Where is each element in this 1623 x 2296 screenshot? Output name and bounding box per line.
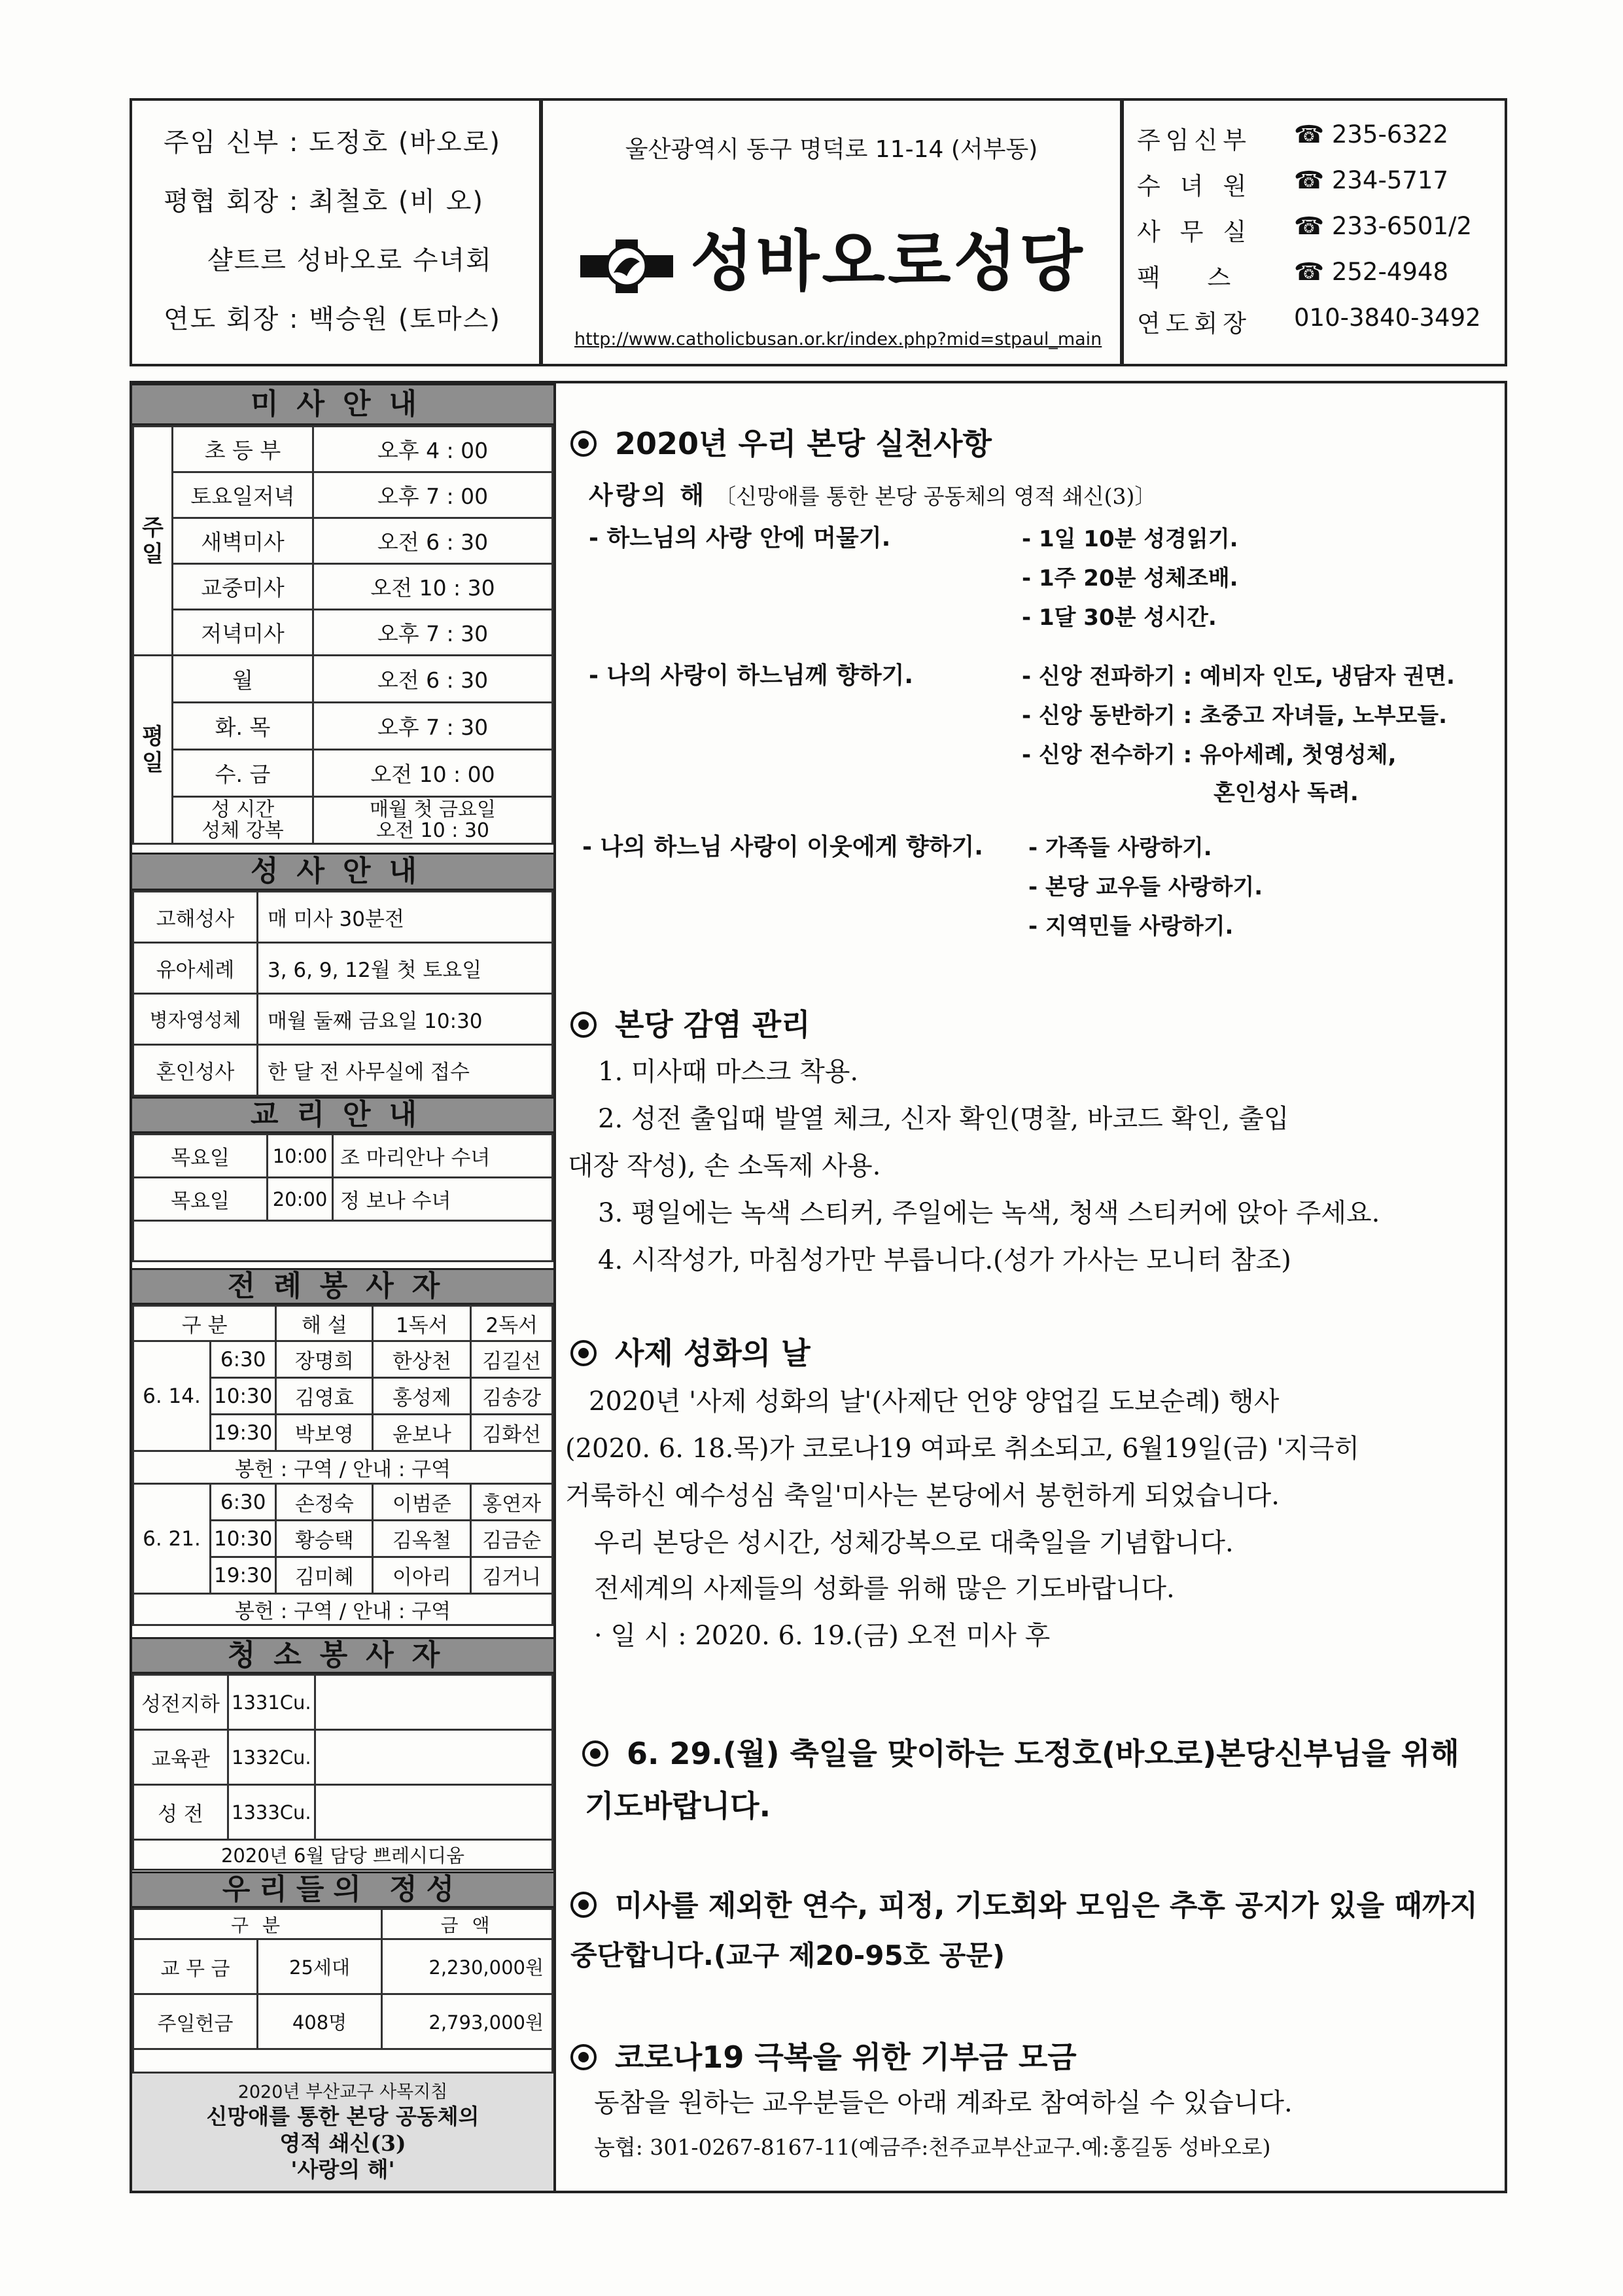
catechism-teacher: 조 마리안나 수녀 — [333, 1135, 553, 1178]
liturgy-section-title: 전례봉사자 — [132, 1268, 553, 1305]
mass-table — [132, 425, 553, 845]
catechism-day: 목요일 — [133, 1135, 268, 1178]
catechism-empty-row — [133, 1221, 553, 1262]
offering-count: 25세대 — [258, 1939, 382, 1994]
header-church-box — [540, 98, 1123, 366]
practice-item-right: - 지역민들 사랑하기. — [1028, 913, 1234, 940]
liturgy-header: 구 분 — [133, 1306, 276, 1341]
sisters-line: 샬트르 성바오로 수녀회 — [207, 245, 493, 275]
contact-label: 수녀원 — [1137, 172, 1266, 200]
contact-value: ☎ 252-4948 — [1294, 258, 1448, 286]
donation-title: 코로나19 극복을 위한 기부금 모금 — [615, 2040, 1077, 2075]
practice-item-right: - 가족들 사랑하기. — [1028, 835, 1212, 861]
bullet-icon — [570, 1012, 597, 1038]
priest-day-title: 사제 성화의 날 — [615, 1335, 811, 1371]
motto-line2: 신망애를 통한 본당 공동체의 — [206, 2104, 480, 2129]
liturgy-reader1: 이아리 — [373, 1557, 471, 1594]
liturgy-header: 해 설 — [276, 1306, 373, 1341]
practice-item-right: 혼인성사 독려. — [1213, 780, 1359, 806]
cleaning-group: 1331Cu. — [228, 1675, 315, 1730]
infection-line: 4. 시작성가, 마침성가만 부릅니다.(성가 가사는 모니터 참조) — [598, 1245, 1291, 1275]
mass-time: 오전 10 : 00 — [313, 750, 553, 797]
sacrament-table — [132, 891, 553, 1097]
contact-value: ☎ 235-6322 — [1294, 120, 1448, 149]
priest-day-line: 거룩하신 예수성심 축일'미사는 본당에서 봉헌하게 되었습니다. — [565, 1481, 1280, 1511]
sacrament-info: 매월 둘째 금요일 10:30 — [258, 994, 553, 1045]
sunday-label: 주일 — [133, 427, 173, 656]
cleaning-group: 1333Cu. — [228, 1785, 315, 1840]
church-logo-icon — [578, 237, 676, 296]
infection-heading — [570, 1001, 811, 1044]
contact-yeondo — [1137, 304, 1481, 339]
bullet-icon — [570, 1892, 597, 1918]
liturgy-reader1: 한상천 — [373, 1341, 471, 1378]
liturgy-date: 6. 14. — [133, 1341, 211, 1451]
cleaning-note: 2020년 6월 담당 쁘레시디움 — [133, 1840, 553, 1870]
adoration-time-2: 오전 10 : 30 — [375, 819, 490, 842]
practice-heading — [570, 420, 992, 463]
practice-item-right: - 1달 30분 성시간. — [1022, 605, 1217, 631]
priest-day-line: · 일 시 : 2020. 6. 19.(금) 오전 미사 후 — [594, 1621, 1051, 1651]
adoration-label-2: 성체 강복 — [201, 819, 284, 842]
practice-item-right: - 1일 10분 성경읽기. — [1022, 526, 1238, 552]
infection-line: 3. 평일에는 녹색 스티커, 주일에는 녹색, 청색 스티커에 앉아 주세요. — [598, 1198, 1380, 1228]
offering-type: 교 무 금 — [133, 1939, 258, 1994]
weekday-label: 평일 — [133, 656, 173, 844]
liturgy-reader1: 김옥철 — [373, 1521, 471, 1557]
motto-line1: 2020년 부산교구 사목지침 — [237, 2082, 448, 2102]
cleaning-section-title: 청소봉사자 — [132, 1637, 553, 1674]
mass-time: 오후 4 : 00 — [313, 427, 553, 472]
liturgy-reader1: 이범준 — [373, 1484, 471, 1521]
liturgy-date: 6. 21. — [133, 1484, 211, 1594]
offering-amount: 2,230,000원 — [382, 1939, 553, 1994]
liturgy-commentator: 손정숙 — [276, 1484, 373, 1521]
catechism-time: 10:00 — [268, 1135, 333, 1178]
contact-pastor — [1137, 120, 1448, 156]
contact-value: ☎ 234-5717 — [1294, 166, 1448, 194]
practice-item-right: - 신앙 전수하기 : 유아세례, 첫영성체, — [1022, 742, 1397, 768]
infection-line: 2. 성전 출입때 발열 체크, 신자 확인(명찰, 바코드 확인, 출입 — [598, 1104, 1289, 1134]
adoration-label — [173, 797, 313, 844]
pastor-line: 주임 신부 : 도정호 (바오로) — [164, 128, 501, 158]
bullet-icon — [582, 1740, 608, 1767]
adoration-label-1: 성 시간 — [211, 798, 275, 821]
contact-fax — [1137, 258, 1448, 293]
liturgy-reader1: 윤보나 — [373, 1415, 471, 1451]
contact-value: 010-3840-3492 — [1294, 304, 1481, 332]
liturgy-note: 봉헌 : 구역 / 안내 : 구역 — [133, 1594, 553, 1625]
adoration-time — [313, 797, 553, 844]
sacrament-name: 혼인성사 — [133, 1045, 258, 1096]
mass-name: 화. 목 — [173, 703, 313, 750]
practice-item-left: - 나의 하느님 사랑이 이웃에게 향하기. — [582, 834, 983, 860]
liturgy-commentator: 김영효 — [276, 1378, 373, 1415]
mass-name: 월 — [173, 656, 313, 703]
cleaning-blank — [315, 1785, 552, 1840]
mass-time: 오후 7 : 00 — [313, 472, 553, 518]
offering-header: 금 액 — [382, 1909, 553, 1939]
contact-office — [1137, 212, 1472, 247]
practice-item-right: - 1주 20분 성체조배. — [1022, 565, 1238, 592]
cleaning-blank — [315, 1730, 552, 1785]
mass-name: 교중미사 — [173, 564, 313, 610]
practice-item-right: - 본당 교우들 사랑하기. — [1028, 874, 1263, 900]
liturgy-reader2: 김송강 — [471, 1378, 553, 1415]
liturgy-note: 봉헌 : 구역 / 안내 : 구역 — [133, 1451, 553, 1484]
offering-count: 408명 — [258, 1994, 382, 2049]
feast-heading — [582, 1730, 1459, 1773]
cleaning-area: 성전지하 — [133, 1675, 228, 1730]
contact-convent — [1137, 166, 1448, 202]
church-name: 성바오로성당 — [690, 223, 1085, 300]
practice-item-right: - 신앙 전파하기 : 예비자 인도, 냉담자 권면. — [1022, 663, 1455, 690]
cleaning-group: 1332Cu. — [228, 1730, 315, 1785]
practice-subtitle-rest: 〔신망애를 통한 본당 공동체의 영적 쇄신(3)〕 — [714, 484, 1157, 509]
mass-name: 저녁미사 — [173, 610, 313, 656]
suspend-line1: 미사를 제외한 연수, 피정, 기도회와 모임은 추후 공지가 있을 때까지 — [615, 1889, 1478, 1922]
sacrament-name: 유아세례 — [133, 943, 258, 994]
mass-name: 토요일저녁 — [173, 472, 313, 518]
liturgy-time: 6:30 — [211, 1341, 276, 1378]
church-url-link[interactable]: http://www.catholicbusan.or.kr/index.php?mid=stpaul_main — [574, 329, 1102, 349]
left-sidebar — [130, 381, 556, 2193]
liturgy-reader2: 김화선 — [471, 1415, 553, 1451]
contact-label: 주임신부 — [1137, 126, 1251, 154]
offering-header: 구 분 — [133, 1909, 382, 1939]
sacrament-section-title: 성사안내 — [132, 853, 553, 891]
priest-day-heading — [570, 1330, 811, 1373]
mass-name: 수. 금 — [173, 750, 313, 797]
mass-name: 새벽미사 — [173, 518, 313, 564]
catechism-teacher: 정 보나 수녀 — [333, 1178, 553, 1221]
sacrament-name: 고해성사 — [133, 892, 258, 943]
feast-line2: 기도바랍니다. — [585, 1788, 771, 1824]
infection-title: 본당 감염 관리 — [615, 1007, 811, 1042]
suspend-heading — [570, 1882, 1478, 1924]
practice-subtitle-bold: 사랑의 해 — [589, 481, 707, 510]
offering-type: 주일헌금 — [133, 1994, 258, 2049]
liturgy-commentator: 김미혜 — [276, 1557, 373, 1594]
motto-line3: 영적 쇄신(3) — [279, 2130, 406, 2156]
catechism-time: 20:00 — [268, 1178, 333, 1221]
cleaning-blank — [315, 1675, 552, 1730]
practice-title: 2020년 우리 본당 실천사항 — [615, 426, 992, 461]
liturgy-reader2: 홍연자 — [471, 1484, 553, 1521]
mass-time: 오후 7 : 30 — [313, 610, 553, 656]
priest-day-line: 2020년 '사제 성화의 날'(사제단 언양 양업길 도보순례) 행사 — [589, 1386, 1280, 1417]
mass-name: 초 등 부 — [173, 427, 313, 472]
liturgy-commentator: 장명희 — [276, 1341, 373, 1378]
liturgy-time: 19:30 — [211, 1415, 276, 1451]
liturgy-time: 19:30 — [211, 1557, 276, 1594]
mass-time: 오전 6 : 30 — [313, 656, 553, 703]
priest-day-line: 우리 본당은 성시간, 성체강복으로 대축일을 기념합니다. — [594, 1528, 1234, 1558]
practice-item-left: - 하느님의 사랑 안에 머물기. — [589, 525, 891, 552]
bullet-icon — [570, 1340, 597, 1366]
mass-time: 오전 10 : 30 — [313, 564, 553, 610]
donation-line1: 동참을 원하는 교우분들은 아래 계좌로 참여하실 수 있습니다. — [594, 2088, 1293, 2118]
offering-amount: 2,793,000원 — [382, 1994, 553, 2049]
offering-section-title: 우리들의 정성 — [132, 1871, 553, 1908]
header-staff-box — [130, 98, 542, 366]
mass-time: 오후 7 : 30 — [313, 703, 553, 750]
catechism-table — [132, 1133, 553, 1262]
catechism-section-title: 교리안내 — [132, 1097, 553, 1133]
contact-value: ☎ 233-6501/2 — [1294, 212, 1472, 240]
infection-line: 1. 미사때 마스크 착용. — [598, 1057, 859, 1087]
sacrament-info: 3, 6, 9, 12월 첫 토요일 — [258, 943, 553, 994]
liturgy-commentator: 박보영 — [276, 1415, 373, 1451]
liturgy-header: 2독서 — [471, 1306, 553, 1341]
liturgy-reader1: 홍성제 — [373, 1378, 471, 1415]
yeondo-president-line: 연도 회장 : 백승원 (토마스) — [164, 304, 501, 334]
liturgy-time: 10:30 — [211, 1378, 276, 1415]
liturgy-time: 10:30 — [211, 1521, 276, 1557]
motto-line4: '사랑의 해' — [290, 2157, 395, 2182]
priest-day-line: 전세계의 사제들의 성화를 위해 많은 기도바랍니다. — [594, 1574, 1175, 1604]
liturgy-reader2: 김거니 — [471, 1557, 553, 1594]
donation-account: 농협: 301-0267-8167-11(예금주:천주교부산교구.예:홍길동 성바오로) — [594, 2134, 1271, 2160]
practice-subtitle — [589, 475, 1156, 511]
cleaning-area: 교육관 — [133, 1730, 228, 1785]
liturgy-commentator: 황승택 — [276, 1521, 373, 1557]
liturgy-reader2: 김금순 — [471, 1521, 553, 1557]
sacrament-name: 병자영성체 — [133, 994, 258, 1045]
suspend-line2: 중단합니다.(교구 제20-95호 공문) — [570, 1939, 1005, 1971]
church-address: 울산광역시 동구 명덕로 11-14 (서부동) — [625, 136, 1038, 163]
bullet-icon — [570, 2044, 597, 2070]
contact-label: 연도회장 — [1137, 309, 1251, 338]
council-president-line: 평협 회장 : 최철호 (비 오) — [164, 186, 485, 217]
sacrament-info: 매 미사 30분전 — [258, 892, 553, 943]
liturgy-reader2: 김길선 — [471, 1341, 553, 1378]
priest-day-line: (2020. 6. 18.목)가 코로나19 여파로 취소되고, 6월19일(금) '지극히 — [565, 1434, 1360, 1464]
bullet-icon — [570, 431, 597, 457]
main-content — [553, 381, 1507, 2193]
liturgy-table — [132, 1305, 553, 1626]
sacrament-info: 한 달 전 사무실에 접수 — [258, 1045, 553, 1096]
practice-item-right: - 신앙 동반하기 : 초중고 자녀들, 노부모들. — [1022, 703, 1448, 729]
contact-label: 팩 스 — [1137, 264, 1251, 292]
mass-section-title: 미사안내 — [132, 383, 553, 425]
infection-line: 대장 작성), 손 소독제 사용. — [568, 1151, 881, 1181]
catechism-day: 목요일 — [133, 1178, 268, 1221]
contact-label: 사무실 — [1137, 218, 1266, 246]
header-contacts-box — [1121, 98, 1507, 366]
donation-heading — [570, 2034, 1077, 2077]
practice-item-left: - 나의 사랑이 하느님께 향하기. — [589, 662, 914, 689]
motto-box — [132, 2072, 553, 2191]
liturgy-header: 1독서 — [373, 1306, 471, 1341]
church-name-block — [543, 209, 1120, 303]
cleaning-area: 성 전 — [133, 1785, 228, 1840]
liturgy-time: 6:30 — [211, 1484, 276, 1521]
cleaning-table — [132, 1674, 553, 1871]
adoration-time-1: 매월 첫 금요일 — [370, 798, 496, 821]
feast-line1: 6. 29.(월) 축일을 맞이하는 도정호(바오로)본당신부님을 위해 — [627, 1736, 1459, 1771]
mass-time: 오전 6 : 30 — [313, 518, 553, 564]
